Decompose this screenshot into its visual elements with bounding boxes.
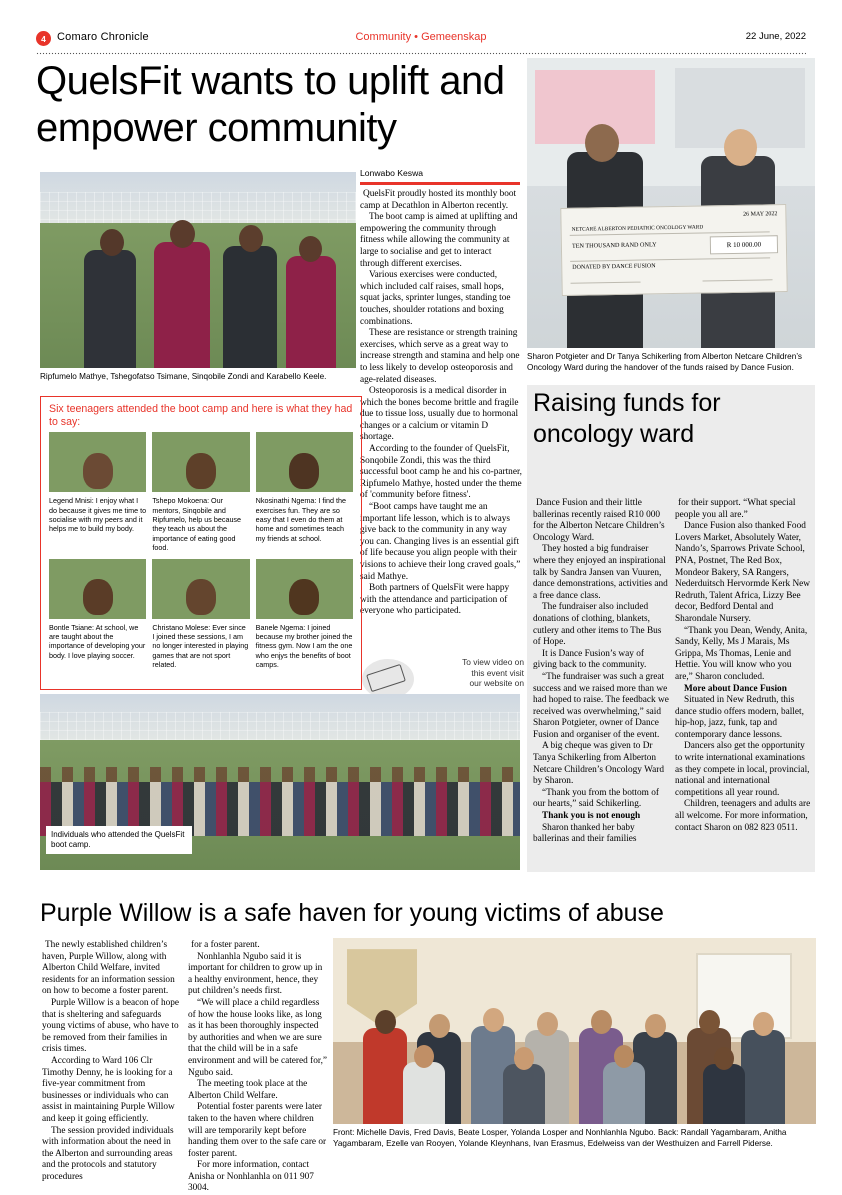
teen-card xyxy=(256,432,353,552)
group-photo-label: Individuals who attended the QuelsFit boot camp. xyxy=(46,826,192,854)
teen-photo xyxy=(49,432,146,492)
paragraph: for their support. “What special people you all are.” xyxy=(675,498,796,520)
article1-headline: QuelsFit wants to uplift and empower community xyxy=(36,59,505,150)
paragraph: Dance Fusion also thanked Food Lovers Market, Absolutely Water, Nando’s, Sparrows Private School, PNA, Postnet, The Red Box, Mondeor Bakery, SA Rangers, Nederduitsch Hervormde Kerk New Redruth, Talent Africa, Lizzy Bee decor, Bedford Dental and Sharondale Nursery. xyxy=(675,521,811,624)
article2-headline: Raising funds for oncology ward xyxy=(533,389,721,448)
byline-rule xyxy=(360,182,520,185)
article2-photo-caption: Sharon Potgieter and Dr Tanya Schikerling from Alberton Netcare Children’s Oncology Ward during the handover of the funds raised by Dance Fusion. xyxy=(527,352,803,372)
teen-card xyxy=(152,432,249,552)
paragraph: Sharon thanked her baby ballerinas and their families xyxy=(533,822,637,845)
section-title: Community • Gemeenskap xyxy=(355,31,487,43)
paragraph: For more information, contact Anisha or Nonhlanhla on 011 907 3004. xyxy=(188,1160,314,1194)
paragraph: The newly established children’s haven, Purple Willow, along with Alberton Child Welfare, invited residents for an information session on how to become a foster parent. xyxy=(42,940,175,997)
paragraph: “We will place a child regardless of how the house looks like, as long as it has been thoroughly inspected by authorities and when we are sure that the child will be in a safe environment and will be catered for,” Ngubo said. xyxy=(188,997,328,1078)
teen-box-heading: Six teenagers attended the boot camp and here is what they had to say: xyxy=(49,403,353,428)
publication-title: Comaro Chronicle xyxy=(57,31,149,43)
paragraph: According to Ward 106 Clr Timothy Denny, he is looking for a five-year commitment from businesses or individuals who can assist in maintaining Purple Willow and keep it going efficiently. xyxy=(42,1055,175,1124)
paragraph: for a foster parent. xyxy=(191,940,260,950)
teen-card xyxy=(49,432,146,552)
article1-byline: Lonwabo Keswa xyxy=(360,168,424,178)
teen-photo xyxy=(152,432,249,492)
paragraph: “Thank you from the bottom of our hearts,” said Schikerling. xyxy=(533,787,659,810)
teen-quote: Legend Mnisi: I enjoy what I do because it gives me time to socialise with my peers and it helps me to build my body. xyxy=(49,496,147,534)
teen-card xyxy=(49,559,146,670)
article3-column-right xyxy=(188,940,328,1195)
paragraph: “The fundraiser was such a great success and we raised more than we had hoped to raise. The feedback we received was overwhelming,” said Sharon Potgieter, owner of Dance Fusion and organiser of the event. xyxy=(533,671,669,740)
paragraph: These are resistance or strength training exercises, which serve as a great way to increase strength and stamina and help one to less likely to develop osteoporosis and age-related diseases. xyxy=(360,328,520,385)
teen-card-grid xyxy=(41,430,361,675)
teen-quote: Nkosinathi Ngema: I find the exercises fun. They are so easy that I even do them at home and sometimes teach my friends at school. xyxy=(255,496,346,543)
paragraph: A big cheque was given to Dr Tanya Schikerling from Alberton Netcare Children’s Oncology Ward by Sharon. xyxy=(533,741,665,787)
teen-card xyxy=(152,559,249,670)
article2-column-left xyxy=(533,498,669,846)
paragraph: The session provided individuals with information about the need in the Alberton and surrounding areas and the protocols and statutory procedures xyxy=(42,1125,174,1182)
cheque-donor: DONATED BY DANCE FUSION xyxy=(572,263,656,271)
cheque-amount-figures: R 10 000.00 xyxy=(710,235,778,254)
paragraph: They hosted a big fundraiser where they enjoyed an inspirational talk by Sandra Jansen van Vuuren, dance demonstrations, activities and a free dance class. xyxy=(533,544,668,601)
paragraph: The boot camp is aimed at uplifting and empowering the community through fitness while allowing the community at large to socialise and get to interact through different exercises. xyxy=(360,212,518,269)
article1-body xyxy=(360,189,522,618)
article2-photo xyxy=(527,58,815,348)
article2-subhead-right: More about Dance Fusion xyxy=(684,683,787,694)
article3-column-left xyxy=(42,940,182,1183)
teen-quote: Bontle Tsiane: At school, we are taught about the importance of developing your body. I love playing soccer. xyxy=(49,622,146,660)
paragraph: Osteoporosis is a medical disorder in which the bones become brittle and fragile due to tissue loss, usually due to hormonal changes or a calcium or vitamin D shortage. xyxy=(360,386,519,443)
teen-photo xyxy=(152,559,249,619)
article1-main-photo xyxy=(40,172,356,368)
cheque-amount-words: TEN THOUSAND RAND ONLY xyxy=(571,241,657,250)
article1-photo-caption: Ripfumelo Mathye, Tshegofatso Tsimane, Sinqobile Zondi and Karabello Keele. xyxy=(40,372,327,381)
issue-date: 22 June, 2022 xyxy=(745,31,806,42)
paragraph: Both partners of QuelsFit were happy with the attendance and participation of everyone who participated. xyxy=(360,583,510,617)
article2-subhead-left: Thank you is not enough xyxy=(542,811,641,822)
paragraph: The meeting took place at the Alberton Child Welfare. xyxy=(188,1079,308,1101)
paragraph: Children, teenagers and adults are all welcome. For more information, contact Sharon on 082 823 0511. xyxy=(675,799,811,833)
article3-photo xyxy=(333,938,816,1124)
paragraph: It is Dance Fusion’s way of giving back to the community. xyxy=(533,648,647,671)
article3-headline: Purple Willow is a safe haven for young victims of abuse xyxy=(40,899,664,927)
article2-column-right xyxy=(675,498,811,834)
paragraph: According to the founder of QuelsFit, Sonqobile Zondi, this was the third successful boot camp he and his co-partner, Ripfumelo Mathye, hosted under the theme of 'community before fitness'. xyxy=(360,444,523,501)
teen-testimonial-box xyxy=(40,396,362,690)
teen-quote: Tshepo Mokoena: Our mentors, Sinqobile and Ripfumelo, help us because they teach us about the importance of eating good food. xyxy=(152,496,242,553)
paragraph: “Thank you Dean, Wendy, Anita, Sandy, Kelly, Ms J Marais, Ms Grippa, Ms Thomas, Lenie and Hettie. You will know who you are,” Sharon concluded. xyxy=(675,625,808,682)
teen-quote: Christano Molese: Ever since I joined these sessions, I am no longer interested in playing games that are not sport related. xyxy=(152,622,249,670)
paragraph: The fundraiser also included donations of clothing, blankets, cutlery and other items to The Bus of Hope. xyxy=(533,602,662,648)
masthead-divider xyxy=(36,52,806,55)
paragraph: Potential foster parents were later taken to the haven where children will are temporarily kept before handing them over to the safe care or foster parent. xyxy=(188,1102,327,1159)
paragraph: Nonhlanhla Ngubo said it is important for children to grow up in a healthy environment, hence, they put children’s needs first. xyxy=(188,951,323,997)
masthead xyxy=(36,30,806,52)
donation-cheque xyxy=(560,204,788,296)
teen-photo xyxy=(49,559,146,619)
paragraph: “Boot camps have taught me an important life lesson, which is to always give back to the community in any way you can. Changing lives is an essential gift of life because you align people with their visions to achieve their long craved goals,” said Mathye. xyxy=(360,502,521,582)
cheque-payee: NETCARE ALBERTON PEDIATRIC ONCOLOGY WARD xyxy=(571,224,704,233)
teen-photo xyxy=(256,559,353,619)
paragraph: Situated in New Redruth, this dance studio offers modern, ballet, hip-hop, jazz, funk, tap and contemporary dance lessons. xyxy=(675,695,804,740)
teen-photo xyxy=(256,432,353,492)
teen-card xyxy=(256,559,353,670)
paragraph: Purple Willow is a beacon of hope that is sheltering and safeguards young victims of abuse, who have to be removed from their families in crisis times. xyxy=(42,997,180,1055)
cheque-date: 26 MAY 2022 xyxy=(743,211,778,218)
page-number-badge: 4 xyxy=(36,31,51,46)
paragraph: Dancers also get the opportunity to write international examinations as they compete in local, provincial, national and international competitions all year round. xyxy=(675,741,810,798)
paragraph: Various exercises were conducted, which included calf raises, small hops, squat jacks, sprinter lunges, standing toe touches, shoulder rotations and boxing combinations. xyxy=(360,270,511,327)
promo-text: To view video on this event visit our website on xyxy=(462,657,524,689)
teen-quote: Banele Ngema: I joined because my brother joined the fitness gym. Now I am the one who enjys the benefits of boot camps. xyxy=(255,622,353,670)
paragraph: Dance Fusion and their little ballerinas recently raised R10 000 for the Alberton Netcare Children’s Oncology Ward. xyxy=(533,498,665,543)
article3-photo-caption: Front: Michelle Davis, Fred Davis, Beate Losper, Yolanda Losper and Nonhlanhla Ngubo. Back: Randall Yagambaram, Anitha Yagambaram, Ezelle van Rooyen, Yolande Kleynhans, Ivan Erasmus, Edelweiss van der Westhuizen and Farrell Pidersе. xyxy=(333,1128,787,1148)
paragraph: QuelsFit proudly hosted its monthly boot camp at Decathlon in Alberton recently. xyxy=(360,189,517,211)
